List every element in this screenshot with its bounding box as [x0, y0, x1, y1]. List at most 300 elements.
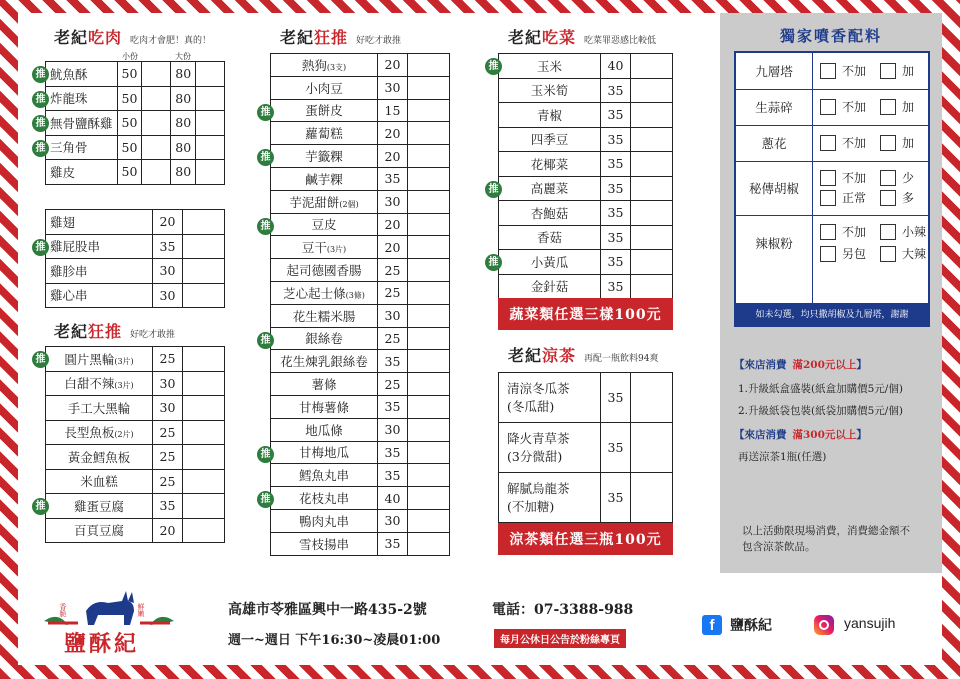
blank-cell — [183, 420, 225, 445]
recommend-badge-icon: 推 — [257, 332, 274, 349]
spice-option[interactable] — [820, 223, 866, 240]
item-name-cell — [260, 99, 378, 122]
title-prefix: 老紀 — [54, 28, 89, 47]
price-cell — [378, 76, 408, 99]
price: 35 — [159, 238, 176, 254]
item-name-cell — [271, 281, 378, 304]
blank-cell — [183, 347, 225, 372]
table-row — [499, 250, 673, 275]
price-large: 80 — [175, 115, 192, 131]
price-cell — [378, 418, 408, 441]
price: 35 — [384, 353, 401, 369]
price-large: 80 — [175, 66, 192, 82]
table-row — [271, 190, 450, 213]
item-name: 三角骨 — [50, 140, 88, 156]
promo-label: 【來店消費 — [734, 429, 787, 441]
table-row — [271, 418, 450, 441]
item-name: 杏鮑菇 — [530, 205, 569, 221]
price-cell — [378, 145, 408, 168]
spice-box — [734, 51, 930, 305]
price: 20 — [384, 148, 401, 164]
promo-amount: 滿200元以上 — [792, 359, 857, 371]
item-name-cell — [35, 86, 118, 111]
option-label: 少 — [902, 171, 915, 185]
col-small-label: 小份 — [122, 52, 138, 61]
table-row — [271, 373, 450, 396]
table-row — [46, 210, 225, 235]
spice-option[interactable] — [820, 245, 866, 262]
item-name: 黃金鱈魚板 — [67, 449, 131, 465]
item-name: 四季豆 — [530, 132, 569, 148]
blank-cell — [408, 213, 450, 236]
price-cell — [601, 225, 631, 250]
spice-option[interactable] — [880, 189, 914, 206]
tea-name: 降火青草茶 — [507, 430, 570, 446]
item-name: 地瓜條 — [305, 422, 343, 438]
checkbox[interactable] — [820, 63, 836, 79]
table-row — [271, 99, 450, 122]
item-name-cell — [35, 234, 153, 259]
item-name: 金針菇 — [530, 279, 569, 295]
blank-cell — [631, 54, 673, 79]
price: 35 — [607, 82, 624, 98]
item-name-cell — [46, 371, 153, 396]
item-name: 鱈魚丸串 — [298, 468, 349, 484]
blank-cell — [183, 210, 225, 235]
price: 35 — [607, 254, 624, 270]
item-name: 甘梅薯條 — [298, 399, 349, 415]
spice-col-divider — [812, 53, 813, 303]
blank-cell — [142, 62, 171, 87]
table-row — [46, 518, 225, 543]
spice-option[interactable] — [820, 98, 866, 115]
title-tagline: 吃肉才會肥！真的！ — [130, 36, 212, 46]
table-row — [271, 304, 450, 327]
price-cell — [378, 373, 408, 396]
price-cell — [171, 111, 196, 136]
option-label: 不加 — [842, 64, 867, 78]
price-cell — [601, 78, 631, 103]
item-name-cell — [499, 423, 601, 473]
blank-cell — [408, 532, 450, 555]
spice-divider — [736, 161, 928, 162]
table-row — [46, 135, 225, 160]
item-name: 熱狗 — [301, 57, 327, 73]
price: 35 — [384, 444, 401, 460]
table-row — [499, 103, 673, 128]
item-name-cell — [488, 250, 601, 275]
blank-cell — [408, 236, 450, 259]
blank-cell — [408, 259, 450, 282]
item-name: 青椒 — [536, 107, 562, 123]
tea-sweetness: (不加糖) — [507, 498, 555, 514]
price-cell — [378, 167, 408, 190]
item-name-cell — [499, 201, 601, 226]
item-name-cell — [35, 135, 118, 160]
price: 30 — [159, 287, 176, 303]
table-row — [46, 494, 225, 519]
option-label: 另包 — [842, 247, 867, 261]
facebook-icon[interactable]: f — [702, 615, 722, 635]
item-name: 芋泥甜餅 — [289, 194, 340, 210]
blank-cell — [408, 281, 450, 304]
price-cell — [153, 259, 183, 284]
spice-option[interactable] — [820, 62, 866, 79]
item-name: 花生糯米腸 — [292, 308, 356, 324]
checkbox[interactable] — [880, 99, 896, 115]
item-name: 起司德國香腸 — [286, 263, 362, 279]
checkbox[interactable] — [880, 63, 896, 79]
recommend-badge-icon: 推 — [257, 218, 274, 235]
price: 35 — [607, 229, 624, 245]
table-row — [499, 373, 673, 423]
option-label: 正常 — [842, 191, 867, 205]
recommend-badge-icon: 推 — [257, 446, 274, 463]
item-name-cell — [271, 236, 378, 259]
item-name: 甘梅地瓜 — [298, 445, 349, 461]
item-name-cell — [271, 395, 378, 418]
item-name-cell — [271, 54, 378, 77]
tea-sweetness: (冬瓜甜) — [507, 398, 555, 414]
price: 30 — [384, 422, 401, 438]
price: 35 — [384, 467, 401, 483]
price-cell — [171, 62, 196, 87]
item-name-cell — [260, 145, 378, 168]
price: 35 — [607, 107, 624, 123]
table-row — [271, 259, 450, 282]
tea-name: 解膩烏龍茶 — [507, 480, 570, 496]
recommend-badge-icon: 推 — [257, 491, 274, 508]
blank-cell — [631, 423, 673, 473]
item-name: 圓片黑輪 — [64, 351, 115, 367]
item-name-cell — [488, 176, 601, 201]
price: 25 — [159, 351, 176, 367]
item-name-cell — [46, 259, 153, 284]
price-cell — [378, 395, 408, 418]
price-cell — [378, 281, 408, 304]
checkbox[interactable] — [820, 224, 836, 240]
spice-option[interactable] — [820, 189, 866, 206]
table-row — [271, 281, 450, 304]
price-small: 50 — [121, 115, 138, 131]
spice-option[interactable] — [820, 169, 866, 186]
spice-label: 秘傳胡椒 — [748, 181, 799, 196]
table-row — [271, 236, 450, 259]
title-prefix: 老紀 — [280, 28, 315, 47]
price-cell — [153, 283, 183, 308]
section-title-hot-b — [280, 25, 401, 48]
item-name-cell — [499, 473, 601, 523]
item-name: 雞心串 — [50, 288, 88, 304]
instagram-handle[interactable]: yansujih — [844, 615, 896, 631]
table-row — [271, 532, 450, 555]
logo-text-left: 香脆 — [59, 603, 67, 617]
recommend-badge-icon: 推 — [32, 239, 49, 256]
item-name: 無骨鹽酥雞 — [50, 115, 113, 131]
table-row — [499, 225, 673, 250]
checkbox[interactable] — [880, 246, 896, 262]
price: 20 — [384, 216, 401, 232]
spice-option[interactable] — [880, 169, 914, 186]
logo-text-right: 鮮嫩 — [137, 603, 145, 617]
blank-cell — [408, 76, 450, 99]
spice-label: 九層塔 — [755, 64, 793, 79]
price: 40 — [384, 490, 401, 506]
col-large-label: 大份 — [175, 52, 191, 61]
item-name: 玉米筍 — [530, 83, 569, 99]
table-row — [46, 86, 225, 111]
price-small: 50 — [121, 66, 138, 82]
title-tagline: 好吃才敢推 — [130, 330, 176, 340]
item-name: 豆干 — [301, 240, 327, 256]
price: 15 — [384, 102, 401, 118]
item-name-cell — [35, 111, 118, 136]
blank-cell — [408, 509, 450, 532]
price: 25 — [159, 473, 176, 489]
checkbox[interactable] — [880, 135, 896, 151]
spice-title: 獨家噴香配料 — [779, 27, 882, 45]
blank-cell — [142, 160, 171, 185]
blank-cell — [408, 122, 450, 145]
price-small: 50 — [121, 90, 138, 106]
item-name-cell — [35, 347, 153, 372]
price-cell — [378, 190, 408, 213]
price-large: 80 — [175, 90, 192, 106]
instagram-icon[interactable] — [814, 615, 834, 635]
blank-cell — [142, 86, 171, 111]
item-name-cell — [46, 469, 153, 494]
price: 25 — [384, 262, 401, 278]
spice-label: 蔥花 — [761, 136, 787, 151]
checkbox[interactable] — [820, 190, 836, 206]
blank-cell — [183, 371, 225, 396]
item-name: 白甜不辣 — [64, 376, 115, 392]
blank-cell — [196, 111, 225, 136]
promo-label: 【來店消費 — [734, 359, 787, 371]
price-cell — [378, 532, 408, 555]
title-accent: 吃菜 — [542, 28, 577, 47]
item-name: 小黃瓜 — [530, 254, 569, 270]
price: 20 — [159, 522, 176, 538]
price: 35 — [607, 390, 624, 405]
recommend-badge-icon: 推 — [32, 115, 49, 132]
item-name-cell — [271, 532, 378, 555]
veg-table — [488, 53, 673, 299]
item-name: 雞屁股串 — [50, 239, 101, 255]
checkbox[interactable] — [820, 170, 836, 186]
item-name: 薯條 — [311, 377, 337, 393]
item-name-cell — [488, 54, 601, 79]
promo-disclaimer: 包含涼茶飲品。 — [742, 541, 816, 553]
spice-option[interactable] — [880, 245, 926, 262]
blank-cell — [408, 395, 450, 418]
blank-cell — [408, 373, 450, 396]
tea-table — [498, 372, 673, 523]
item-name-cell — [260, 441, 378, 464]
table-row — [271, 327, 450, 350]
section-title-hot-a — [54, 319, 175, 342]
price: 25 — [159, 424, 176, 440]
table-row — [46, 371, 225, 396]
item-name: 鹹芋粿 — [305, 171, 343, 187]
price: 30 — [384, 513, 401, 529]
recommend-badge-icon: 推 — [485, 58, 502, 75]
price: 20 — [384, 57, 401, 73]
checkbox[interactable] — [820, 99, 836, 115]
item-name-cell — [271, 350, 378, 373]
section-title-veg — [508, 25, 656, 48]
item-note: (3條) — [345, 290, 365, 300]
item-name: 炸龍珠 — [50, 91, 88, 107]
checkbox[interactable] — [880, 170, 896, 186]
item-name-cell — [46, 420, 153, 445]
item-name: 手工大黑輪 — [67, 400, 131, 416]
checkbox[interactable] — [880, 224, 896, 240]
spice-option[interactable] — [880, 223, 926, 240]
spice-option[interactable] — [880, 134, 914, 151]
price-cell — [117, 62, 142, 87]
item-name: 花枝丸串 — [298, 491, 349, 507]
price-large: 80 — [175, 139, 192, 155]
item-name: 小肉豆 — [305, 80, 343, 96]
price-cell — [378, 259, 408, 282]
option-label: 不加 — [842, 100, 867, 114]
price: 20 — [159, 214, 176, 230]
price: 35 — [607, 180, 624, 196]
item-note: (3支) — [326, 62, 347, 72]
price: 30 — [159, 263, 176, 279]
spice-option[interactable] — [820, 134, 866, 151]
section-title-meat — [54, 25, 211, 48]
table-row — [46, 234, 225, 259]
meat-sized-table — [35, 61, 225, 185]
item-name: 豆皮 — [311, 217, 337, 233]
table-row — [46, 62, 225, 87]
table-row — [271, 122, 450, 145]
item-name-cell — [46, 210, 153, 235]
blank-cell — [183, 396, 225, 421]
item-name-cell — [271, 418, 378, 441]
checkbox[interactable] — [820, 135, 836, 151]
spice-divider — [736, 125, 928, 126]
blank-cell — [631, 225, 673, 250]
price-cell — [601, 473, 631, 523]
item-name-cell — [46, 160, 118, 185]
price-cell — [153, 234, 183, 259]
price-cell — [153, 396, 183, 421]
spice-option[interactable] — [880, 62, 914, 79]
price-small: 50 — [121, 164, 138, 180]
recommend-badge-icon: 推 — [32, 66, 49, 83]
blank-cell — [408, 304, 450, 327]
closed-notice: 每月公休日公告於粉絲專頁 — [494, 629, 626, 648]
recommend-badge-icon: 推 — [32, 498, 49, 515]
blank-cell — [196, 135, 225, 160]
blank-cell — [408, 350, 450, 373]
promo-disclaimer: 以上活動限現場消費，消費總金額不 — [742, 525, 910, 537]
price-cell — [601, 201, 631, 226]
price-large: 80 — [175, 164, 192, 180]
meat-single-table — [35, 209, 225, 308]
table-row — [499, 423, 673, 473]
item-name-cell — [499, 152, 601, 177]
blank-cell — [196, 62, 225, 87]
price-cell — [153, 445, 183, 470]
section-title-tea — [508, 343, 658, 366]
price-cell — [153, 371, 183, 396]
table-row — [271, 441, 450, 464]
price-cell — [153, 210, 183, 235]
blank-cell — [408, 464, 450, 487]
brand-name: 鹽酥紀 — [64, 631, 140, 657]
checkbox[interactable] — [880, 190, 896, 206]
recommend-badge-icon: 推 — [32, 140, 49, 157]
table-row — [46, 160, 225, 185]
title-accent: 狂推 — [88, 322, 123, 341]
price-cell — [117, 160, 142, 185]
title-accent: 吃肉 — [88, 28, 123, 47]
blank-cell — [631, 201, 673, 226]
blank-cell — [631, 373, 673, 423]
item-name-cell — [46, 396, 153, 421]
table-row — [499, 274, 673, 299]
title-tagline: 再配一瓶飲料94爽 — [584, 354, 659, 364]
checkbox[interactable] — [820, 246, 836, 262]
title-prefix: 老紀 — [54, 322, 89, 341]
title-accent: 狂推 — [314, 28, 349, 47]
blank-cell — [631, 176, 673, 201]
item-name-cell — [260, 487, 378, 510]
price: 20 — [384, 239, 401, 255]
price-cell — [378, 122, 408, 145]
price-cell — [378, 99, 408, 122]
spice-option[interactable] — [880, 98, 914, 115]
option-label: 不加 — [842, 136, 867, 150]
item-name: 米血糕 — [80, 474, 118, 490]
price: 35 — [384, 536, 401, 552]
price-small: 50 — [121, 139, 138, 155]
item-name: 長型魚板 — [64, 425, 115, 441]
option-label: 多 — [902, 191, 915, 205]
title-prefix: 老紀 — [508, 346, 543, 365]
veg-promo-band: 蔬菜類任選三樣100元 — [498, 298, 673, 330]
price: 35 — [607, 131, 624, 147]
promo-tier-300 — [734, 427, 867, 442]
item-name: 香菇 — [536, 230, 562, 246]
recommend-badge-icon: 推 — [257, 149, 274, 166]
price-cell — [601, 103, 631, 128]
price-cell — [153, 347, 183, 372]
blank-cell — [408, 190, 450, 213]
blank-cell — [408, 99, 450, 122]
blank-cell — [408, 418, 450, 441]
item-name-cell — [271, 464, 378, 487]
item-name-cell — [46, 283, 153, 308]
price: 35 — [607, 156, 624, 172]
facebook-handle[interactable]: 鹽酥紀 — [730, 618, 772, 634]
spice-label: 生蒜碎 — [755, 100, 793, 115]
recommend-badge-icon: 推 — [32, 91, 49, 108]
item-name-cell — [271, 259, 378, 282]
item-name: 銀絲卷 — [305, 331, 343, 347]
promo-item: 1.升級紙盒盛裝(紙盒加購價5元/個) — [738, 383, 903, 395]
item-note: (2片) — [114, 430, 134, 440]
price: 20 — [384, 125, 401, 141]
price-cell — [378, 236, 408, 259]
price-cell — [153, 518, 183, 543]
price: 35 — [607, 490, 624, 505]
price-cell — [171, 160, 196, 185]
